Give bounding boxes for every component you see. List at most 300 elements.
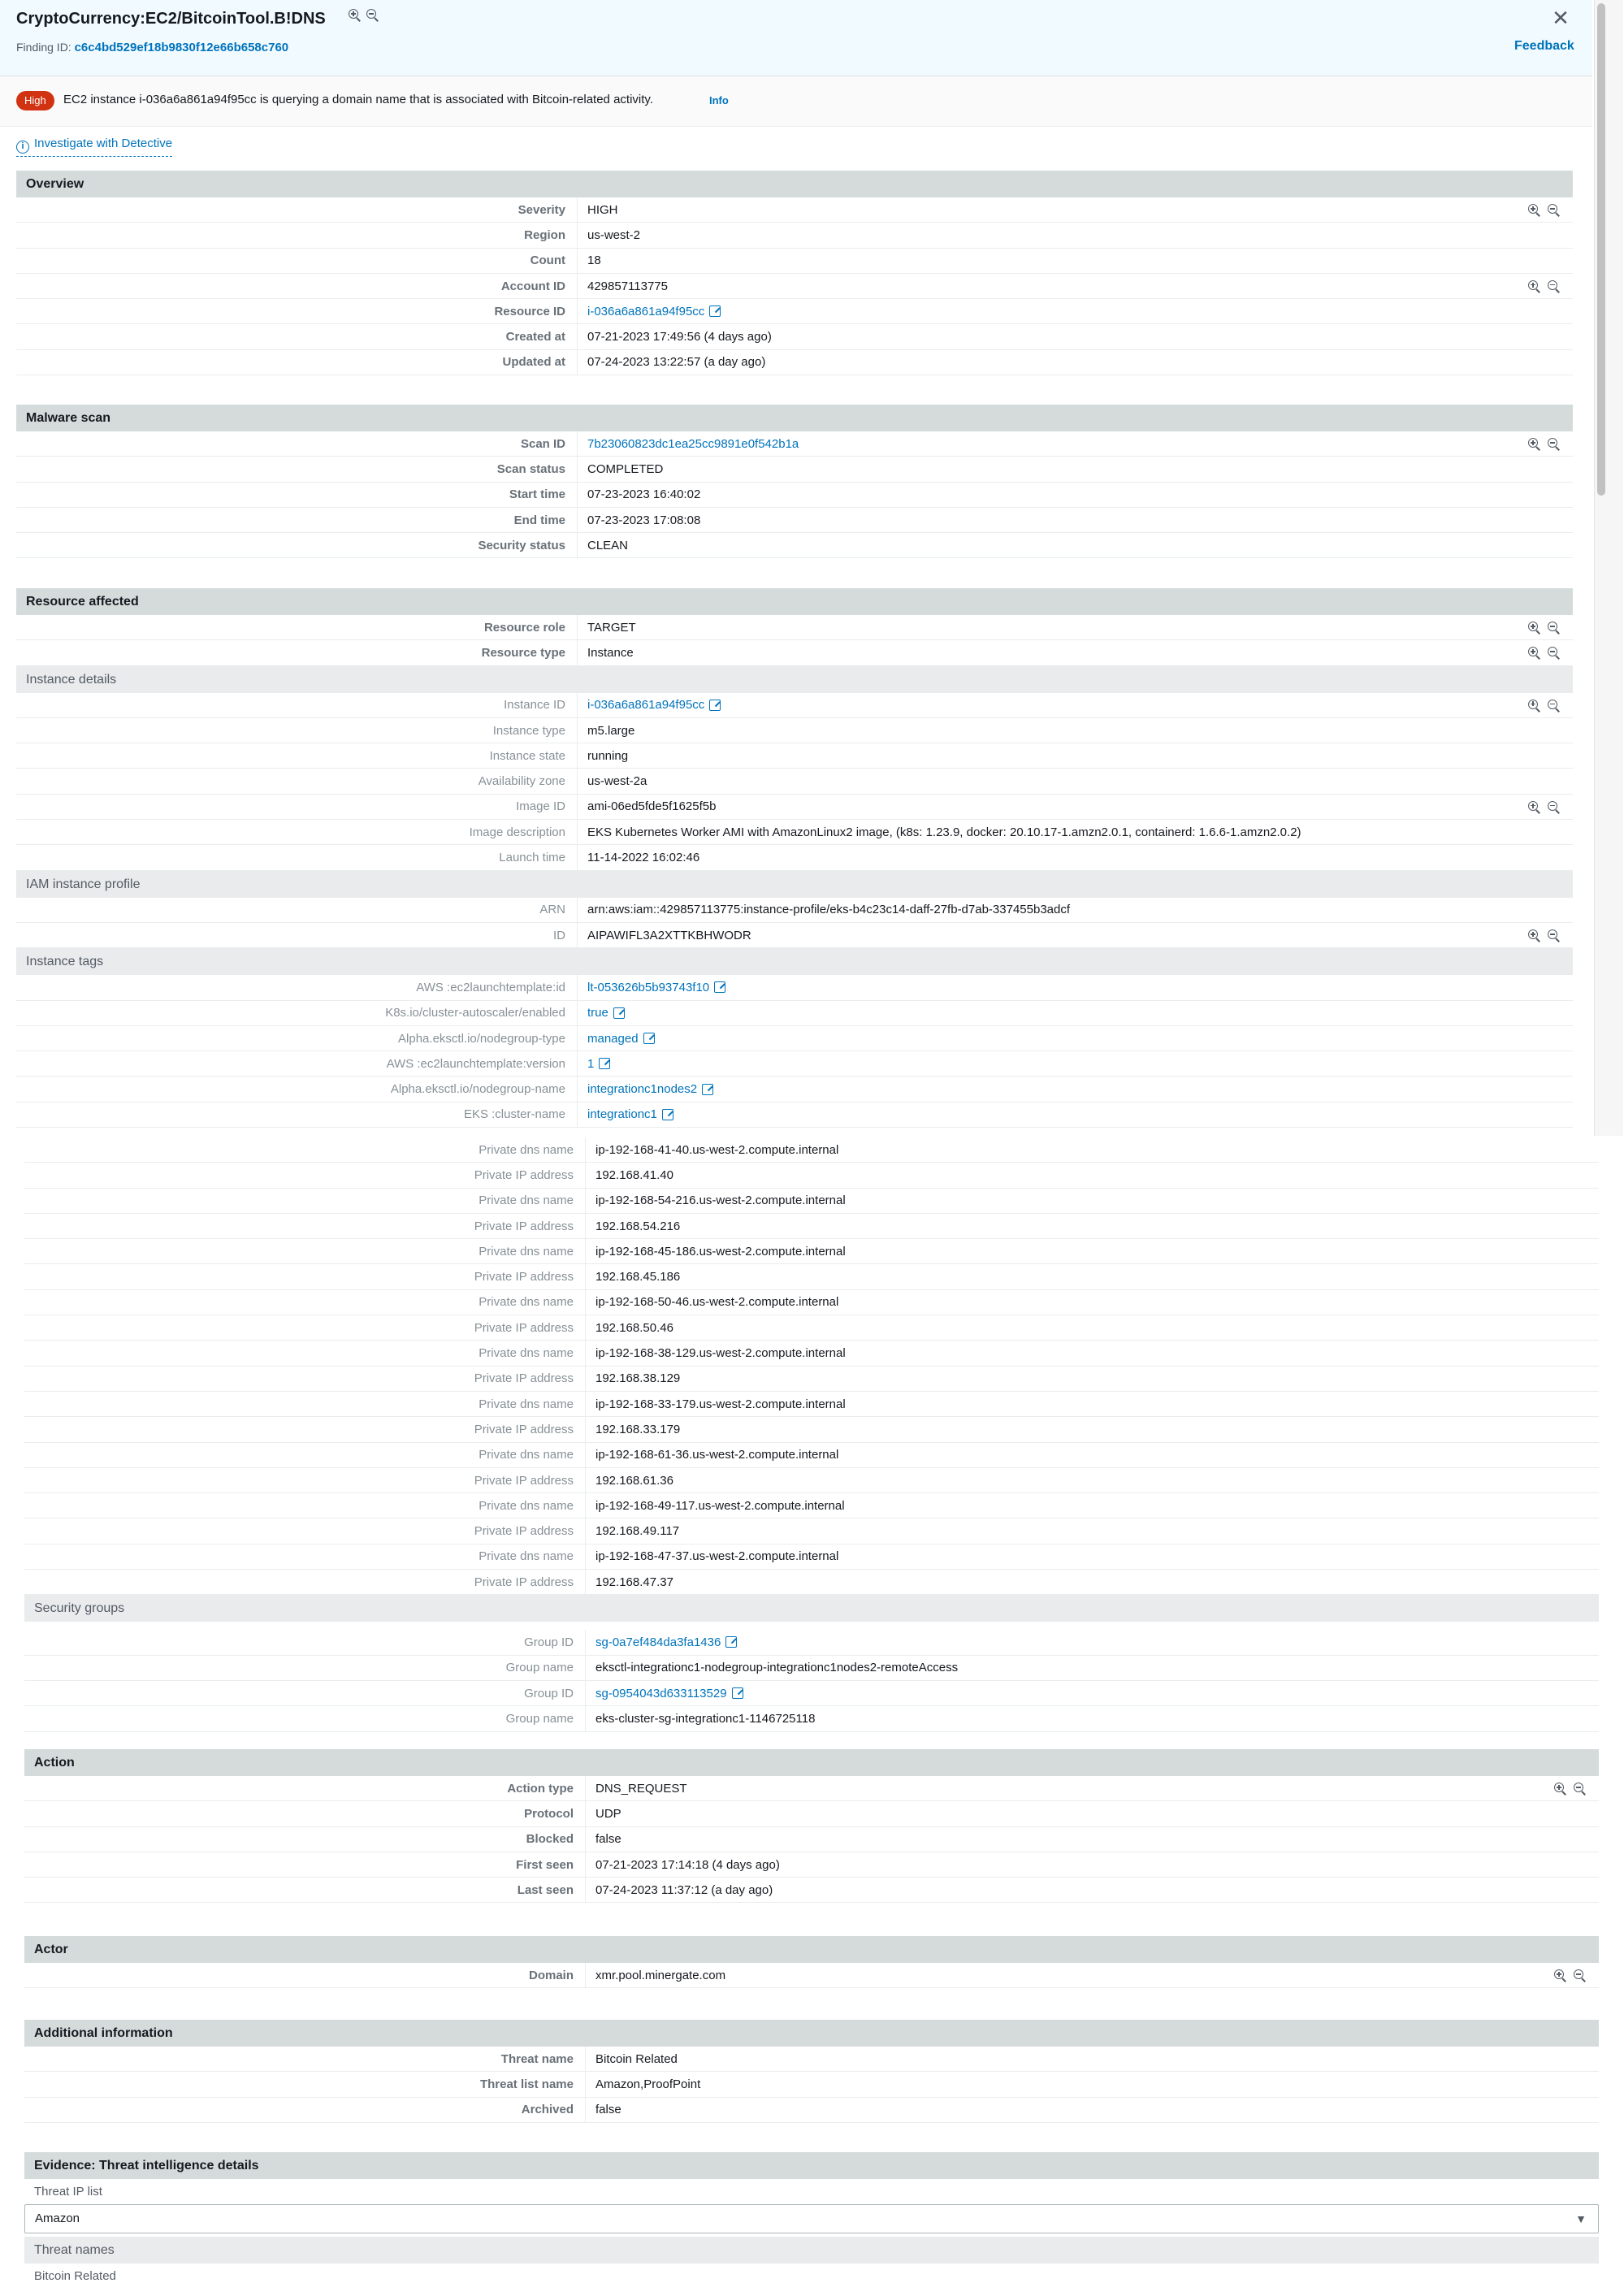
detail-row bbox=[16, 324, 1573, 349]
field-label: Alpha.eksctl.io/nodegroup-name bbox=[390, 1082, 565, 1097]
field-value-cell bbox=[577, 743, 1573, 768]
detail-row bbox=[16, 795, 1573, 820]
field-value-cell bbox=[577, 249, 1573, 273]
zoom-in-icon[interactable] bbox=[348, 8, 361, 21]
field-value: ami-06ed5fde5f1625f5b bbox=[587, 799, 717, 814]
overview-section bbox=[16, 171, 1573, 375]
detail-row bbox=[24, 1963, 1599, 1988]
field-value: ip-192-168-45-186.us-west-2.compute.internal bbox=[595, 1244, 846, 1258]
finding-id-link[interactable]: c6c4bd529ef18b9830f12e66b658c760 bbox=[74, 41, 289, 54]
field-value: ip-192-168-41-40.us-west-2.compute.internal bbox=[595, 1142, 839, 1157]
malware-rows bbox=[16, 431, 1573, 558]
field-value-cell bbox=[577, 431, 1573, 456]
field-value-cell bbox=[585, 2047, 1599, 2071]
network-rows bbox=[24, 1137, 1599, 1595]
field-label: Private IP address bbox=[474, 1524, 574, 1539]
detail-row bbox=[16, 898, 1573, 923]
field-value-link[interactable]: i-036a6a861a94f95cc bbox=[587, 304, 705, 318]
field-label: Private dns name bbox=[479, 1142, 574, 1157]
zoom-out-icon[interactable] bbox=[1547, 437, 1560, 450]
zoom-in-icon[interactable] bbox=[1527, 800, 1540, 813]
info-link[interactable]: Info bbox=[709, 94, 729, 106]
resource-rows bbox=[16, 615, 1573, 666]
finding-panel-bottom bbox=[0, 1136, 1624, 2296]
field-label: Created at bbox=[505, 330, 565, 344]
field-value: 18 bbox=[587, 253, 601, 268]
field-value: EKS Kubernetes Worker AMI with AmazonLinux2 image, (k8s: 1.23.9, docker: 20.10.17-1.amzn2.0.1, containerd: 1.6.6-1.amzn2.0.2) bbox=[587, 825, 1301, 839]
feedback-link[interactable]: Feedback bbox=[1514, 39, 1574, 53]
field-label: Resource type bbox=[481, 645, 565, 660]
detail-row bbox=[16, 274, 1573, 299]
action-section bbox=[24, 1749, 1599, 1903]
detail-row bbox=[24, 1315, 1599, 1341]
field-value-link[interactable]: true bbox=[587, 1006, 608, 1020]
zoom-in-icon[interactable] bbox=[1527, 699, 1540, 712]
info-circle-icon: i bbox=[16, 141, 29, 154]
filter-icons bbox=[1527, 699, 1560, 712]
zoom-out-icon[interactable] bbox=[1547, 929, 1560, 942]
field-label: Private dns name bbox=[479, 1295, 574, 1310]
field-label: Archived bbox=[521, 2103, 574, 2117]
external-link-icon[interactable] bbox=[709, 305, 721, 317]
field-label: Instance ID bbox=[504, 698, 565, 713]
detail-row bbox=[24, 1264, 1599, 1289]
threat-names-value: Bitcoin Related bbox=[34, 2269, 116, 2283]
threat-ip-list-select[interactable] bbox=[24, 2204, 1599, 2233]
field-value-cell bbox=[577, 923, 1573, 947]
field-value-cell bbox=[585, 1443, 1599, 1467]
finding-title: CryptoCurrency:EC2/BitcoinTool.B!DNS bbox=[16, 10, 326, 28]
field-label: Private IP address bbox=[474, 1371, 574, 1386]
field-value-cell bbox=[577, 718, 1573, 743]
field-value-link[interactable]: sg-0a7ef484da3fa1436 bbox=[595, 1635, 721, 1649]
network-section bbox=[24, 1137, 1599, 1732]
field-value: ip-192-168-38-129.us-west-2.compute.internal bbox=[595, 1346, 846, 1361]
field-label: Threat name bbox=[500, 2051, 574, 2066]
zoom-out-icon[interactable] bbox=[1547, 800, 1560, 813]
field-value-cell bbox=[585, 1137, 1599, 1162]
zoom-out-icon[interactable] bbox=[366, 8, 379, 21]
field-value-cell bbox=[585, 2072, 1599, 2096]
finding-id-label: Finding ID: bbox=[16, 41, 71, 54]
field-label: Image description bbox=[469, 825, 565, 839]
investigate-detective-link[interactable] bbox=[16, 136, 172, 157]
field-value-cell bbox=[577, 640, 1573, 665]
field-value-cell bbox=[577, 693, 1573, 717]
field-value-cell bbox=[585, 1264, 1599, 1289]
detail-row bbox=[16, 1103, 1573, 1128]
field-value-cell bbox=[585, 1417, 1599, 1441]
field-label: Image ID bbox=[516, 799, 565, 814]
detail-row bbox=[24, 1706, 1599, 1731]
additional-section bbox=[24, 2020, 1599, 2123]
field-value: ip-192-168-49-117.us-west-2.compute.internal bbox=[595, 1498, 845, 1513]
field-value-cell bbox=[577, 457, 1573, 481]
field-value-cell bbox=[585, 1189, 1599, 1213]
field-value-link[interactable]: 7b23060823dc1ea25cc9891e0f542b1a bbox=[587, 436, 799, 451]
zoom-out-icon[interactable] bbox=[1573, 1969, 1586, 1982]
field-label: Private IP address bbox=[474, 1473, 574, 1488]
zoom-out-icon[interactable] bbox=[1573, 1782, 1586, 1795]
detail-row bbox=[24, 1681, 1599, 1706]
subheader-security-groups: Security groups bbox=[24, 1595, 1599, 1622]
field-label: Private IP address bbox=[474, 1219, 574, 1233]
field-value: xmr.pool.minergate.com bbox=[595, 1968, 726, 1982]
detail-row bbox=[24, 1290, 1599, 1315]
detail-row bbox=[16, 223, 1573, 248]
field-value-cell bbox=[585, 1656, 1599, 1680]
detail-row bbox=[16, 640, 1573, 665]
detail-row bbox=[16, 299, 1573, 324]
field-value-cell bbox=[577, 274, 1573, 298]
field-label: Launch time bbox=[499, 851, 565, 865]
field-value-cell bbox=[585, 1315, 1599, 1340]
detail-row bbox=[24, 1518, 1599, 1544]
field-label: Last seen bbox=[517, 1882, 574, 1897]
detail-row bbox=[16, 820, 1573, 845]
overview-rows bbox=[16, 197, 1573, 375]
field-value-cell bbox=[585, 1239, 1599, 1263]
field-label: Availability zone bbox=[478, 774, 565, 789]
field-value-cell bbox=[577, 533, 1573, 557]
actor-section bbox=[24, 1936, 1599, 1988]
section-header-overview: Overview bbox=[16, 171, 1573, 197]
filter-icons bbox=[1527, 621, 1560, 634]
detail-row bbox=[16, 693, 1573, 718]
zoom-out-icon[interactable] bbox=[1547, 279, 1560, 292]
finding-panel-top bbox=[0, 0, 1624, 1136]
field-value-cell bbox=[577, 845, 1573, 869]
field-label: Count bbox=[530, 253, 565, 268]
detail-row bbox=[16, 197, 1573, 223]
field-value-cell bbox=[585, 1392, 1599, 1416]
filter-icons bbox=[1527, 800, 1560, 813]
field-value-cell bbox=[577, 1077, 1573, 1101]
field-label: Alpha.eksctl.io/nodegroup-type bbox=[398, 1031, 565, 1046]
caret-down-icon: ▼ bbox=[1575, 2212, 1587, 2225]
field-label: Region bbox=[524, 227, 565, 242]
zoom-in-icon[interactable] bbox=[1553, 1782, 1566, 1795]
filter-icons bbox=[1527, 203, 1560, 216]
field-label: Protocol bbox=[524, 1806, 574, 1821]
field-value-cell bbox=[577, 820, 1573, 844]
field-value-cell bbox=[585, 1706, 1599, 1731]
external-link-icon[interactable] bbox=[702, 1084, 713, 1095]
field-value-cell bbox=[585, 1827, 1599, 1852]
field-label: Resource role bbox=[483, 620, 565, 635]
field-value-cell bbox=[585, 1518, 1599, 1543]
field-value-cell bbox=[585, 1214, 1599, 1238]
field-value-link[interactable]: i-036a6a861a94f95cc bbox=[587, 698, 705, 713]
field-label: Account ID bbox=[500, 279, 565, 293]
field-value: us-west-2 bbox=[587, 227, 641, 242]
field-label: Private IP address bbox=[474, 1167, 574, 1182]
subheader-tags: Instance tags bbox=[16, 948, 1573, 975]
detail-row bbox=[24, 1801, 1599, 1826]
external-link-icon[interactable] bbox=[709, 700, 721, 711]
field-label: End time bbox=[513, 513, 565, 527]
zoom-out-icon[interactable] bbox=[1547, 203, 1560, 216]
field-value-cell bbox=[577, 223, 1573, 247]
instance-rows bbox=[16, 693, 1573, 871]
field-value: false bbox=[595, 1832, 621, 1847]
detail-row bbox=[24, 1852, 1599, 1878]
field-label: ID bbox=[553, 928, 565, 942]
resource-section bbox=[16, 588, 1573, 1128]
detail-row bbox=[24, 1443, 1599, 1468]
field-value-cell bbox=[585, 1801, 1599, 1826]
field-value: 192.168.33.179 bbox=[595, 1422, 681, 1436]
field-value-cell bbox=[577, 769, 1573, 793]
field-value-link[interactable]: managed bbox=[587, 1031, 639, 1046]
detail-row bbox=[16, 743, 1573, 769]
field-label: Private IP address bbox=[474, 1575, 574, 1589]
detail-row bbox=[16, 533, 1573, 558]
field-label: Group name bbox=[505, 1711, 574, 1726]
field-value: UDP bbox=[595, 1806, 621, 1821]
zoom-out-icon[interactable] bbox=[1547, 621, 1560, 634]
field-value-cell bbox=[577, 1103, 1573, 1127]
detail-row bbox=[16, 431, 1573, 457]
field-value: arn:aws:iam::429857113775:instance-profile/eks-b4c23c14-daff-27fb-d7ab-337455b3adcf bbox=[587, 903, 1071, 917]
filter-icons bbox=[1553, 1969, 1586, 1982]
detail-row bbox=[24, 1189, 1599, 1214]
field-value: ip-192-168-50-46.us-west-2.compute.internal bbox=[595, 1295, 839, 1310]
field-value: HIGH bbox=[587, 202, 618, 217]
zoom-in-icon[interactable] bbox=[1527, 929, 1540, 942]
external-link-icon[interactable] bbox=[599, 1058, 610, 1069]
field-value-link[interactable]: integrationc1nodes2 bbox=[587, 1082, 698, 1097]
field-value: 11-14-2022 16:02:46 bbox=[587, 851, 700, 865]
field-value-cell bbox=[585, 1776, 1599, 1800]
finding-header bbox=[0, 0, 1592, 76]
detail-row bbox=[24, 2072, 1599, 2097]
detail-row bbox=[16, 615, 1573, 640]
field-value-cell bbox=[577, 975, 1573, 999]
field-label: ARN bbox=[539, 903, 565, 917]
field-label: Private dns name bbox=[479, 1549, 574, 1564]
detail-row bbox=[16, 1001, 1573, 1026]
field-value: ip-192-168-47-37.us-west-2.compute.internal bbox=[595, 1549, 839, 1564]
field-value: AIPAWIFL3A2XTTKBHWODR bbox=[587, 928, 751, 942]
field-value-cell bbox=[585, 1963, 1599, 1987]
zoom-in-icon[interactable] bbox=[1527, 646, 1540, 659]
field-value: 192.168.45.186 bbox=[595, 1270, 681, 1284]
field-value: 192.168.38.129 bbox=[595, 1371, 681, 1386]
field-value-cell bbox=[577, 324, 1573, 349]
tag-rows bbox=[16, 975, 1573, 1128]
detail-row bbox=[24, 1417, 1599, 1442]
field-label: Domain bbox=[528, 1968, 574, 1982]
detail-row bbox=[16, 1026, 1573, 1051]
detail-row bbox=[24, 1776, 1599, 1801]
field-value-cell bbox=[577, 350, 1573, 375]
field-label: Private dns name bbox=[479, 1346, 574, 1361]
section-header-additional: Additional information bbox=[24, 2020, 1599, 2047]
field-value: ip-192-168-61-36.us-west-2.compute.internal bbox=[595, 1448, 839, 1462]
security-group-rows bbox=[24, 1630, 1599, 1731]
detail-row bbox=[16, 718, 1573, 743]
section-header-malware: Malware scan bbox=[16, 405, 1573, 431]
detail-row bbox=[16, 350, 1573, 375]
zoom-in-icon[interactable] bbox=[1527, 203, 1540, 216]
field-value-link[interactable]: 1 bbox=[587, 1056, 595, 1071]
field-value: 192.168.49.117 bbox=[595, 1524, 680, 1539]
field-value: ip-192-168-33-179.us-west-2.compute.internal bbox=[595, 1397, 846, 1411]
detail-row bbox=[24, 1630, 1599, 1655]
field-value-cell bbox=[577, 197, 1573, 222]
field-value-cell bbox=[585, 1630, 1599, 1654]
field-value: COMPLETED bbox=[587, 461, 664, 476]
field-value-cell bbox=[577, 508, 1573, 532]
field-value: 07-23-2023 16:40:02 bbox=[587, 487, 701, 502]
field-value-cell bbox=[585, 1570, 1599, 1594]
field-value: 07-24-2023 13:22:57 (a day ago) bbox=[587, 355, 766, 370]
field-value-cell bbox=[577, 898, 1573, 922]
detail-row bbox=[24, 1239, 1599, 1264]
action-rows bbox=[24, 1776, 1599, 1903]
external-link-icon[interactable] bbox=[613, 1007, 625, 1019]
field-value-cell bbox=[585, 2098, 1599, 2122]
field-value-link[interactable]: sg-0954043d633113529 bbox=[595, 1686, 727, 1700]
field-label: Private IP address bbox=[474, 1320, 574, 1335]
detail-row bbox=[24, 1163, 1599, 1188]
detail-row bbox=[16, 975, 1573, 1000]
field-value: 07-21-2023 17:49:56 (4 days ago) bbox=[587, 330, 772, 344]
detail-row bbox=[24, 2047, 1599, 2072]
evidence-section bbox=[24, 2152, 1599, 2289]
field-label: Private dns name bbox=[479, 1448, 574, 1462]
field-value-cell bbox=[577, 615, 1573, 639]
field-value-cell bbox=[577, 1026, 1573, 1051]
field-value-cell bbox=[585, 1290, 1599, 1315]
detail-row bbox=[24, 1367, 1599, 1392]
external-link-icon[interactable] bbox=[643, 1033, 655, 1044]
actor-rows bbox=[24, 1963, 1599, 1988]
detail-row bbox=[24, 1570, 1599, 1595]
severity-alert bbox=[0, 76, 1592, 127]
field-label: Group name bbox=[505, 1661, 574, 1675]
detail-row bbox=[24, 1392, 1599, 1417]
investigate-label: Investigate with Detective bbox=[34, 136, 173, 150]
field-label: Private dns name bbox=[479, 1244, 574, 1258]
detail-row bbox=[16, 483, 1573, 508]
field-label: Private dns name bbox=[479, 1193, 574, 1208]
additional-rows bbox=[24, 2047, 1599, 2123]
field-value: ip-192-168-54-216.us-west-2.compute.internal bbox=[595, 1193, 846, 1208]
filter-icons bbox=[1527, 646, 1560, 659]
zoom-in-icon[interactable] bbox=[1553, 1969, 1566, 1982]
field-value-link[interactable]: integrationc1 bbox=[587, 1107, 657, 1122]
field-value-cell bbox=[585, 1852, 1599, 1877]
field-label: Updated at bbox=[502, 355, 565, 370]
field-value-cell bbox=[585, 1878, 1599, 1902]
field-value-cell bbox=[585, 1163, 1599, 1187]
field-value: 07-21-2023 17:14:18 (4 days ago) bbox=[595, 1857, 780, 1872]
zoom-in-icon[interactable] bbox=[1527, 621, 1540, 634]
field-label: Private dns name bbox=[479, 1498, 574, 1513]
detail-row bbox=[24, 1544, 1599, 1570]
detail-row bbox=[24, 1656, 1599, 1681]
section-header-resource: Resource affected bbox=[16, 588, 1573, 615]
field-value: 192.168.47.37 bbox=[595, 1575, 673, 1589]
external-link-icon[interactable] bbox=[714, 981, 725, 993]
field-value: TARGET bbox=[587, 620, 636, 635]
filter-icons bbox=[1527, 437, 1560, 450]
threat-ip-list-value: Amazon bbox=[35, 2212, 80, 2225]
field-label: Scan ID bbox=[520, 436, 565, 451]
field-value-cell bbox=[585, 1367, 1599, 1391]
detail-row bbox=[24, 1341, 1599, 1366]
field-value-cell bbox=[577, 1001, 1573, 1025]
field-value: Bitcoin Related bbox=[595, 2051, 678, 2066]
scrollbar-thumb[interactable] bbox=[1597, 3, 1605, 496]
title-filter-icons bbox=[348, 8, 379, 21]
field-value: false bbox=[595, 2103, 621, 2117]
subheader-iam: IAM instance profile bbox=[16, 871, 1573, 898]
field-label: Instance state bbox=[489, 748, 565, 763]
external-link-icon[interactable] bbox=[725, 1636, 737, 1648]
field-value-cell bbox=[585, 1681, 1599, 1705]
field-value: 429857113775 bbox=[587, 279, 668, 293]
detail-row bbox=[24, 1214, 1599, 1239]
external-link-icon[interactable] bbox=[662, 1109, 673, 1120]
iam-rows bbox=[16, 898, 1573, 949]
field-label: Group ID bbox=[524, 1686, 574, 1700]
detail-row bbox=[16, 769, 1573, 794]
field-label: Severity bbox=[518, 202, 565, 217]
external-link-icon[interactable] bbox=[732, 1687, 743, 1699]
field-value: us-west-2a bbox=[587, 774, 647, 789]
field-label: Start time bbox=[509, 487, 565, 502]
zoom-out-icon[interactable] bbox=[1547, 646, 1560, 659]
zoom-in-icon[interactable] bbox=[1527, 437, 1540, 450]
field-value: eksctl-integrationc1-nodegroup-integrationc1nodes2-remoteAccess bbox=[595, 1661, 959, 1675]
field-value-cell bbox=[585, 1468, 1599, 1492]
field-value: 07-23-2023 17:08:08 bbox=[587, 513, 701, 527]
field-value-cell bbox=[585, 1544, 1599, 1569]
field-label: Private IP address bbox=[474, 1422, 574, 1436]
field-label: Action type bbox=[507, 1781, 574, 1796]
field-label: Threat list name bbox=[479, 2077, 574, 2091]
filter-icons bbox=[1527, 279, 1560, 292]
section-header-evidence: Evidence: Threat intelligence details bbox=[24, 2152, 1599, 2179]
field-label: Private dns name bbox=[479, 1397, 574, 1411]
field-label: EKS :cluster-name bbox=[463, 1107, 565, 1122]
field-label: Group ID bbox=[524, 1635, 574, 1649]
detail-row bbox=[16, 249, 1573, 274]
detail-row bbox=[16, 457, 1573, 482]
field-value: 07-24-2023 11:37:12 (a day ago) bbox=[595, 1882, 773, 1897]
subheader-instance-details: Instance details bbox=[16, 666, 1573, 693]
field-value-cell bbox=[577, 1051, 1573, 1076]
alert-description: EC2 instance i-036a6a861a94f95cc is querying a domain name that is associated with Bitcoin-related activity. bbox=[63, 93, 653, 106]
close-icon[interactable]: ✕ bbox=[1552, 6, 1570, 30]
field-label: Security status bbox=[478, 538, 565, 552]
malware-section bbox=[16, 405, 1573, 558]
detail-row bbox=[24, 2098, 1599, 2123]
zoom-in-icon[interactable] bbox=[1527, 279, 1540, 292]
threat-names-label: Threat names bbox=[24, 2237, 1599, 2264]
finding-id-line bbox=[16, 41, 288, 54]
detail-row bbox=[24, 1137, 1599, 1163]
field-value-cell bbox=[577, 795, 1573, 819]
detail-row bbox=[16, 845, 1573, 870]
detail-row bbox=[24, 1468, 1599, 1493]
field-value-link[interactable]: lt-053626b5b93743f10 bbox=[587, 980, 710, 994]
field-value: 192.168.41.40 bbox=[595, 1167, 673, 1182]
zoom-out-icon[interactable] bbox=[1547, 699, 1560, 712]
